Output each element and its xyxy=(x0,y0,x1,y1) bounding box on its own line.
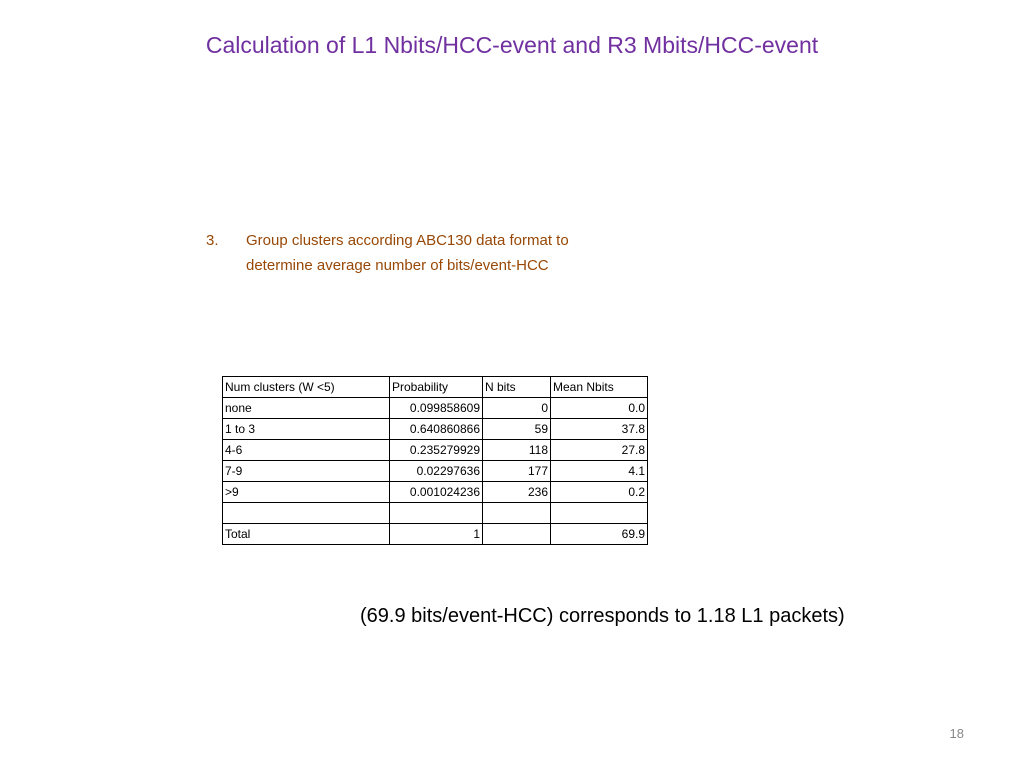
table-row xyxy=(223,419,648,440)
cell-total-mean-nbits: 69.9 xyxy=(551,524,648,545)
cell-probability: 0.02297636 xyxy=(390,461,483,482)
slide-title: Calculation of L1 Nbits/HCC-event and R3 Mbits/HCC-event xyxy=(205,32,819,58)
cell-n-bits: 118 xyxy=(483,440,551,461)
cluster-bits-table xyxy=(222,376,648,545)
cell-n-bits: 236 xyxy=(483,482,551,503)
table-row-empty xyxy=(223,503,648,524)
cell-mean-nbits: 0.0 xyxy=(551,398,648,419)
header-num-clusters: Num clusters (W <5) xyxy=(223,377,390,398)
cell-label: 1 to 3 xyxy=(223,419,390,440)
header-n-bits: N bits xyxy=(483,377,551,398)
table-row xyxy=(223,398,648,419)
step-number: 3. xyxy=(206,232,219,249)
table-row xyxy=(223,440,648,461)
cell-mean-nbits: 27.8 xyxy=(551,440,648,461)
cell-probability: 0.640860866 xyxy=(390,419,483,440)
summary-text: (69.9 bits/event-HCC) corresponds to 1.18 L1 packets) xyxy=(360,605,845,627)
table-header-row xyxy=(223,377,648,398)
cell-mean-nbits: 4.1 xyxy=(551,461,648,482)
header-mean-nbits: Mean Nbits xyxy=(551,377,648,398)
table-row xyxy=(223,461,648,482)
cell-n-bits: 59 xyxy=(483,419,551,440)
cell-mean-nbits: 37.8 xyxy=(551,419,648,440)
cell-n-bits: 0 xyxy=(483,398,551,419)
table-row xyxy=(223,482,648,503)
page-number: 18 xyxy=(949,726,964,741)
cell-total-probability: 1 xyxy=(390,524,483,545)
cell-empty xyxy=(390,503,483,524)
cell-probability: 0.235279929 xyxy=(390,440,483,461)
table-row-total xyxy=(223,524,648,545)
header-probability: Probability xyxy=(390,377,483,398)
cell-label: 7-9 xyxy=(223,461,390,482)
cell-probability: 0.001024236 xyxy=(390,482,483,503)
cell-empty xyxy=(223,503,390,524)
step-text-line-1: Group clusters according ABC130 data format to xyxy=(246,232,569,249)
step-item xyxy=(206,228,666,278)
cell-empty xyxy=(483,503,551,524)
cell-total-label: Total xyxy=(223,524,390,545)
cell-total-n-bits xyxy=(483,524,551,545)
step-text-line-2: determine average number of bits/event-HCC xyxy=(246,257,549,274)
cell-n-bits: 177 xyxy=(483,461,551,482)
cell-mean-nbits: 0.2 xyxy=(551,482,648,503)
cell-probability: 0.099858609 xyxy=(390,398,483,419)
cell-empty xyxy=(551,503,648,524)
cell-label: 4-6 xyxy=(223,440,390,461)
cell-label: >9 xyxy=(223,482,390,503)
cell-label: none xyxy=(223,398,390,419)
